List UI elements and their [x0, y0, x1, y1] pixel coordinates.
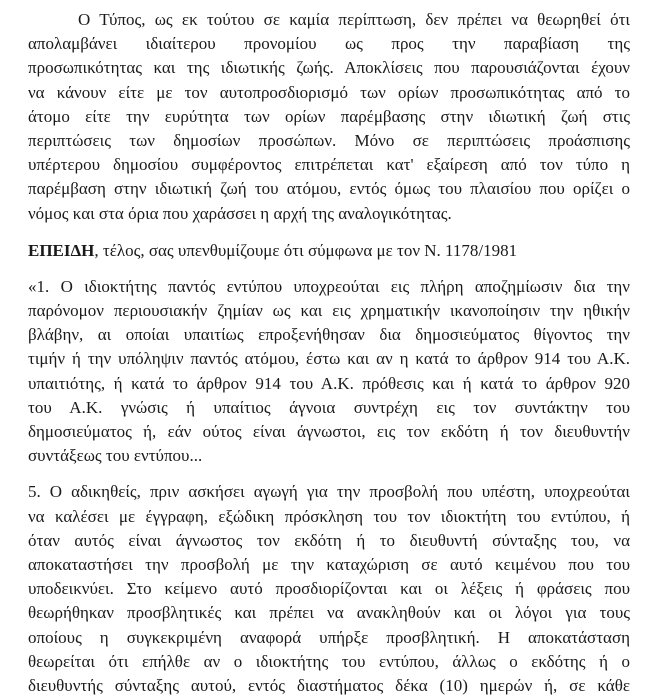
- bold-lead: ΕΠΕΙΔΗ: [28, 240, 95, 260]
- text-line: υποδεικνύει. Στο κείμενο αυτό προσδιορίζονται και οι λέξεις ή φράσεις που: [28, 579, 630, 599]
- text-line: προσωπικότητας και της ιδιωτικής ζωής. Αποκλίσεις που παρουσιάζονται έχουν: [28, 58, 630, 78]
- text-line: διευθυντής σύνταξης αυτού, εντός διαστήματος δέκα (10) ημερών ή, σε κάθε: [28, 676, 630, 696]
- text-line: αποκαταστήσει την προσβολή με την καταχώριση σε αυτό κειμένου που του: [28, 555, 630, 575]
- text-line: όταν αυτός είναι άγνωστος τον εκδότη ή το διευθυντή σύνταξης του, να: [28, 530, 630, 550]
- text-line: θεωρείται ότι επήλθε αν ο ιδιοκτήτης του εντύπου, άλλως ο εκδότης ή ο: [28, 651, 630, 671]
- paragraph-article-5: [28, 480, 630, 698]
- text-line: 5. Ο αδικηθείς, πριν ασκήσει αγωγή για την προσβολή που υπέστη, υποχρεούται: [28, 482, 630, 502]
- text-line: τιμήν ή την υπόληψιν παντός ατόμου, έστω και αν η κατά το άρθρον 914 του Α.Κ.: [28, 349, 630, 369]
- text-line: υπαιτιότης, ή κατά το άρθρον 914 του Α.Κ. πρόθεσις και ή κατά το άρθρον 920: [28, 373, 630, 393]
- text-line: του Α.Κ. γνώσις ή υπαίτιος άγνοια συντρέχη εις τον συντάκτην του: [28, 397, 630, 417]
- paragraph-text: , τέλος, σας υπενθυμίζουμε ότι σύμφωνα με τον Ν. 1178/1981: [94, 240, 518, 260]
- text-line: «1. Ο ιδιοκτήτης παντός εντύπου υποχρεούται εις πλήρη αποζημίωσιν δια την: [28, 276, 630, 296]
- paragraph-quote-article-1: [28, 275, 630, 469]
- text-line: δημοσιεύματος ή, εάν ούτος είναι άγνωστοι, εις τον εκδότη ή τον διευθυντήν: [28, 422, 630, 442]
- paragraph-law-reference: [28, 239, 630, 263]
- text-line: άτομο είτε την ευρύτητα των ορίων παρέμβασης στην ιδιωτική ζωή στις: [28, 106, 630, 126]
- text-line: βλάβην, αι οποίαι υπαιτίως επροξενήθησαν δια δημοσιεύματος θίγοντος την: [28, 325, 630, 345]
- text-line: παρέμβαση στην ιδιωτική ζωή του ατόμου, εντός όμως του πλαισίου που ορίζει ο: [28, 179, 630, 199]
- text-line: περιπτώσεις των δημοσίων προσώπων. Μόνο σε περιπτώσεις προάσπισης: [28, 131, 630, 151]
- text-line: να καλέσει με έγγραφη, εξώδικη πρόσκληση του τον ιδιοκτήτη του εντύπου, ή: [28, 506, 630, 526]
- text-line: οποίους η συγκεκριμένη αναφορά υπήρξε προσβλητική. Η αποκατάσταση: [28, 627, 630, 647]
- text-line: υπέρτερου δημοσίου συμφέροντος επιτρέπεται κατ' εξαίρεση από τον τύπο η: [28, 155, 630, 175]
- text-line: απολαμβάνει ιδιαίτερου προνομίου ως προς την παραβίαση της: [28, 34, 630, 54]
- paragraph-press-privacy: [28, 8, 630, 226]
- text-line: Ο Τύπος, ως εκ τούτου σε καμία περίπτωση, δεν πρέπει να θεωρηθεί ότι: [78, 10, 630, 29]
- text-line: νόμος και στα όρια που χαράσσει η αρχή της αναλογικότητας.: [28, 203, 452, 223]
- text-line: συντάξεως του εντύπου...: [28, 446, 203, 466]
- text-line: παρόνομον περιουσιακήν ζημίαν ως και εις χρηματικήν ικανοποίησιν την ηθικήν: [28, 301, 630, 321]
- text-line: θεωρήθηκαν προσβλητικές και πρέπει να ανακληθούν και οι λόγοι για τους: [28, 603, 630, 623]
- text-line: να κάνουν είτε με τον αυτοπροσδιορισμό των ορίων προσωπικότητας από το: [28, 82, 630, 102]
